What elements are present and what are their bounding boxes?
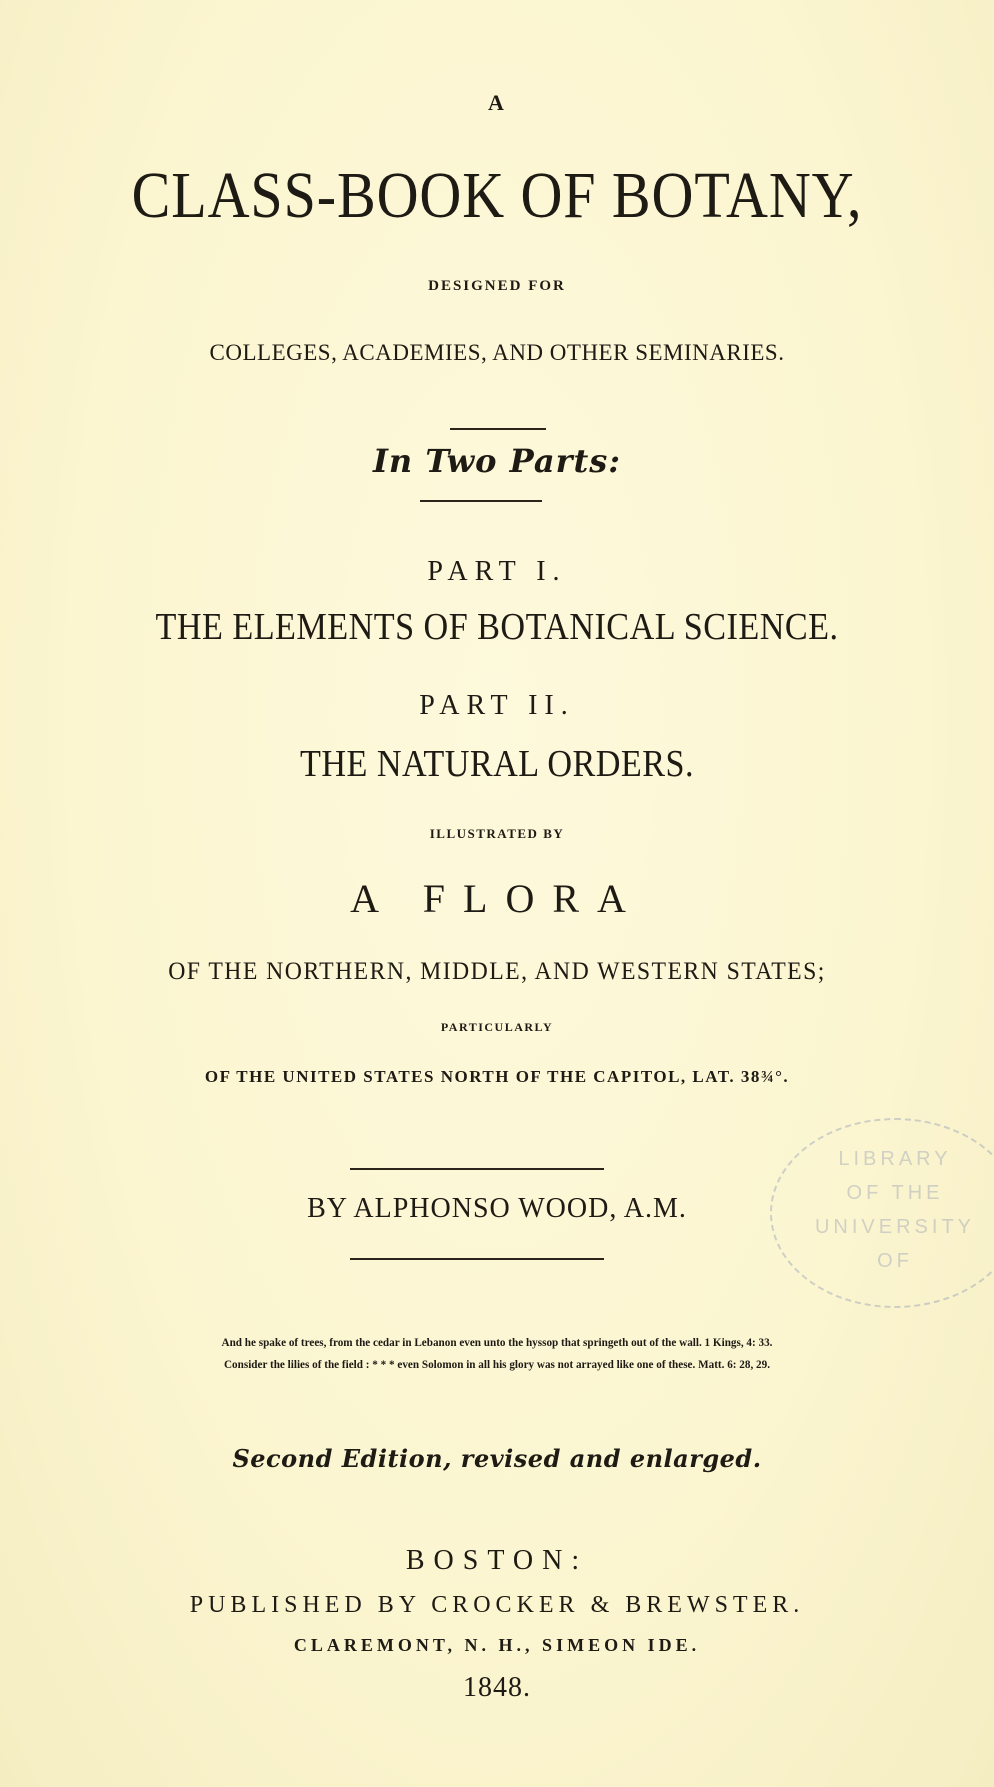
publisher-line: PUBLISHED BY CROCKER & BREWSTER. [189, 1592, 805, 1618]
edition-note: Second Edition, revised and enlarged. [232, 1444, 762, 1473]
stamp-line: UNIVERSITY [814, 1216, 976, 1238]
book-title: CLASS-BOOK OF BOTANY, [131, 159, 863, 232]
part-two-title: THE NATURAL ORDERS. [300, 743, 694, 785]
stamp-line: OF [877, 1250, 913, 1272]
particularly-label: PARTICULARLY [440, 1020, 554, 1034]
audience-line: COLLEGES, ACADEMIES, AND OTHER SEMINARIES. [209, 340, 785, 365]
flora-heading: A FLORA [350, 876, 644, 921]
designed-for-label: DESIGNED FOR [428, 278, 566, 294]
divider-rule [350, 1258, 604, 1260]
stamp-line: LIBRARY [838, 1148, 952, 1170]
stamp-line: OF THE [846, 1182, 944, 1204]
flora-region: OF THE UNITED STATES NORTH OF THE CAPITOL, LAT. 38¾°. [204, 1067, 790, 1086]
epigraph-line: Consider the lilies of the field : * * * even Solomon in all his glory was not arrayed like one of these. Matt. 6: 28, 29. [224, 1357, 770, 1371]
title-article: A [488, 90, 506, 115]
illustrated-by-label: ILLUSTRATED BY [429, 826, 565, 841]
library-stamp [770, 1118, 994, 1308]
divider-rule [450, 428, 546, 430]
flora-scope: OF THE NORTHERN, MIDDLE, AND WESTERN STATES; [168, 958, 826, 985]
in-two-parts-heading: In Two Parts: [372, 442, 622, 480]
author-line: BY ALPHONSO WOOD, A.M. [307, 1193, 687, 1224]
co-publisher-line: CLAREMONT, N. H., SIMEON IDE. [293, 1635, 701, 1655]
publication-year: 1848. [463, 1672, 531, 1703]
part-one-label: PART I. [427, 556, 567, 587]
part-two-label: PART II. [419, 690, 575, 721]
divider-rule [420, 500, 542, 502]
epigraph-line: And he spake of trees, from the cedar in Lebanon even unto the hyssop that springeth out of the wall. 1 Kings, 4: 33. [221, 1335, 773, 1349]
part-one-title: THE ELEMENTS OF BOTANICAL SCIENCE. [155, 606, 839, 648]
divider-rule [350, 1168, 604, 1170]
publication-place: BOSTON: [405, 1545, 589, 1576]
